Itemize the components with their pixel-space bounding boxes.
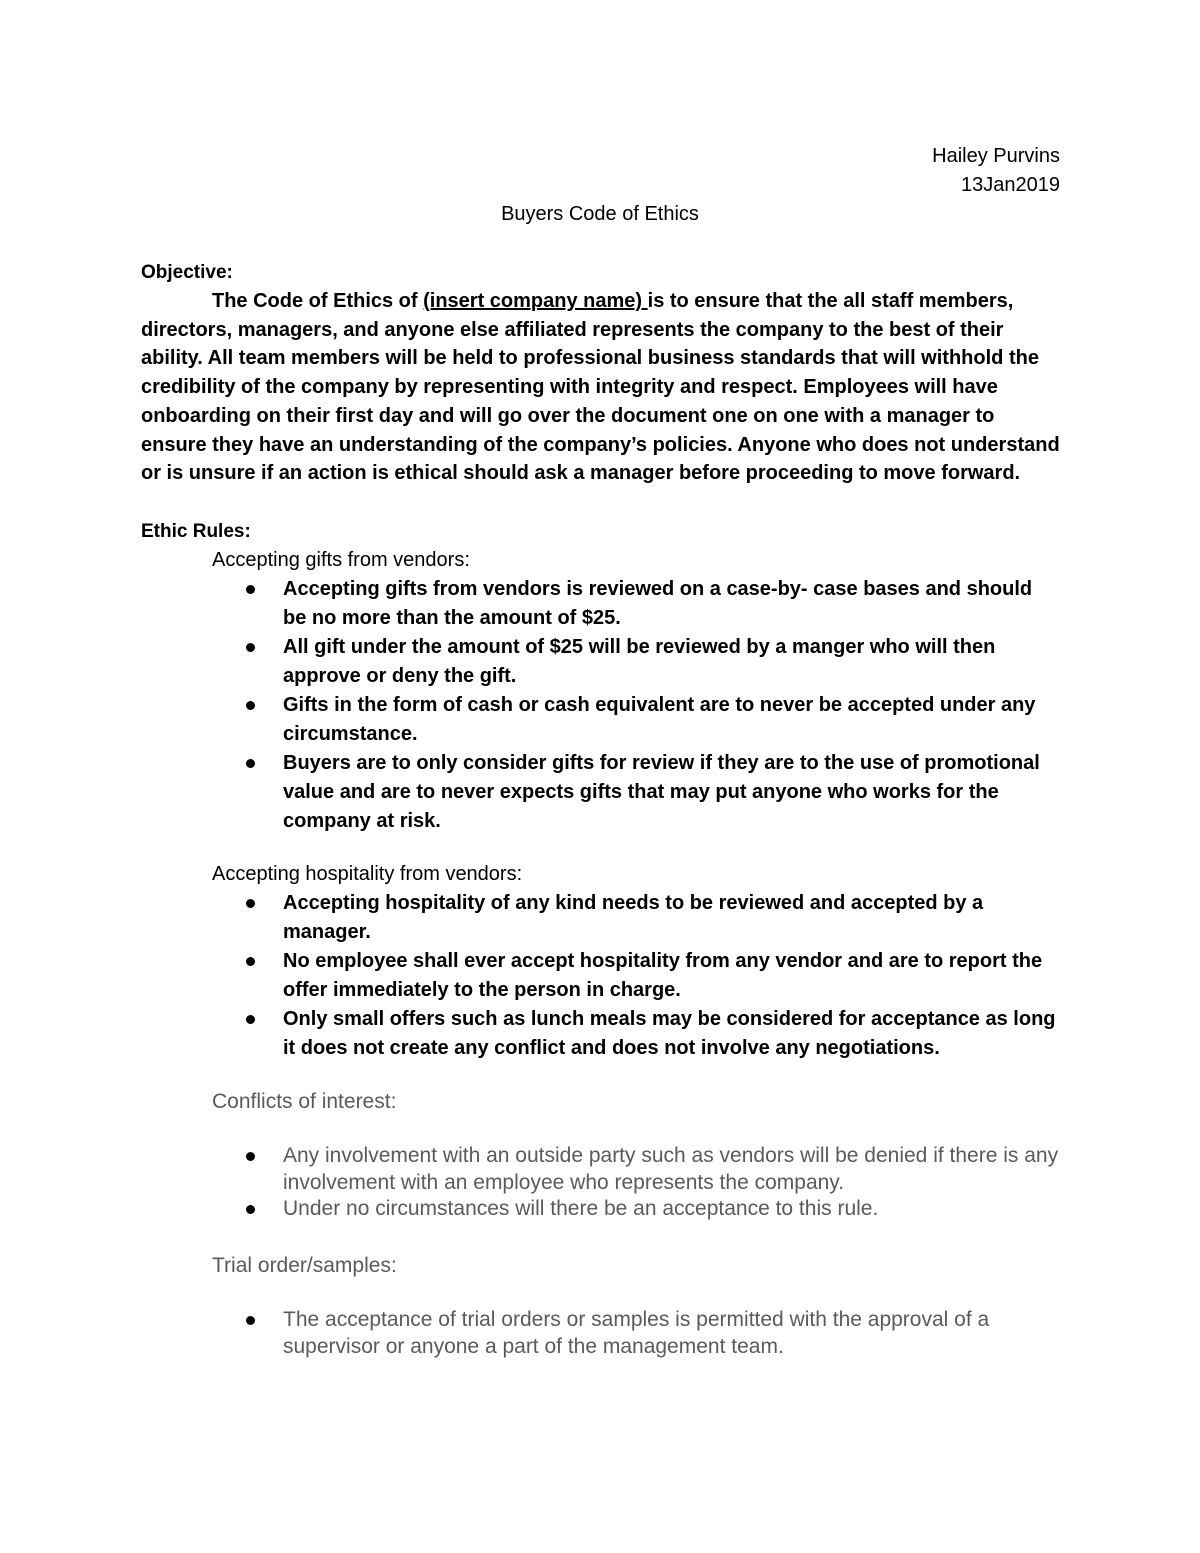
bullet-icon <box>246 585 255 594</box>
hospitality-rule-3: Only small offers such as lunch meals may be considered for acceptance as long it does not create any conflict and does not involve any negotiations. <box>283 1008 1056 1059</box>
bullet-icon <box>246 957 255 966</box>
bullet-icon <box>246 1152 255 1161</box>
author-name: Hailey Purvins <box>932 145 1060 167</box>
bullet-icon <box>246 1205 255 1214</box>
gift-rule-2: All gift under the amount of $25 will be reviewed by a manger who will then approve or deny the gift. <box>283 636 996 687</box>
conflicts-section <box>141 1087 1061 1223</box>
trial-list <box>141 1307 1061 1360</box>
objective-text-after: is to ensure that the all staff members, directors, managers, and anyone else affiliated represents the company to the best of their ability. All team members will be held to professional business standards that will withhold the credibility of the company by representing with integrity and respect. Employees will have onboarding on their first day and will go over the document one on one with a manager to ensure they have an understanding of the company’s policies. Anyone who does not understand or is unsure if an action is ethical should ask a manager before proceeding to move forward. <box>141 290 1060 485</box>
bullet-icon <box>246 1015 255 1024</box>
gift-rule-4: Buyers are to only consider gifts for review if they are to the use of promotional value and are to never expects gifts that may put anyone who works for the company at risk. <box>283 752 1040 832</box>
hospitality-list <box>141 889 1061 1063</box>
hospitality-section <box>141 860 1061 1063</box>
list-item <box>141 1196 1061 1223</box>
bullet-icon <box>246 1316 255 1325</box>
trial-heading: Trial order/samples: <box>212 1254 397 1277</box>
trial-rule-1: The acceptance of trial orders or samples is permitted with the approval of a supervisor or anyone a part of the management team. <box>283 1308 990 1358</box>
bullet-icon <box>246 899 255 908</box>
conflict-rule-2: Under no circumstances will there be an acceptance to this rule. <box>283 1197 879 1220</box>
gifts-list <box>141 575 1061 836</box>
bullet-icon <box>246 643 255 652</box>
list-item <box>141 575 1061 633</box>
list-item <box>141 691 1061 749</box>
list-item <box>141 889 1061 947</box>
conflicts-list <box>141 1143 1061 1223</box>
document-date: 13Jan2019 <box>961 174 1060 196</box>
list-item <box>141 1005 1061 1063</box>
objective-paragraph <box>141 287 1061 488</box>
document-title: Buyers Code of Ethics <box>501 203 699 225</box>
company-name-placeholder: (insert company name) <box>423 290 648 312</box>
bullet-icon <box>246 701 255 710</box>
ethic-rules-section <box>141 517 1061 836</box>
gift-rule-1: Accepting gifts from vendors is reviewed on a case-by- case bases and should be no more than the amount of $25. <box>283 578 1033 629</box>
list-item <box>141 947 1061 1005</box>
objective-text-before: The Code of Ethics of <box>212 290 424 312</box>
conflict-rule-1: Any involvement with an outside party such as vendors will be denied if there is any involvement with an employee who represents the company. <box>283 1144 1059 1194</box>
list-item <box>141 1307 1061 1360</box>
hospitality-rule-1: Accepting hospitality of any kind needs to be reviewed and accepted by a manager. <box>283 892 984 943</box>
list-item <box>141 633 1061 691</box>
gift-rule-3: Gifts in the form of cash or cash equivalent are to never be accepted under any circumstance. <box>283 694 1036 745</box>
trial-section <box>141 1251 1061 1360</box>
list-item <box>141 749 1061 836</box>
objective-section <box>141 258 1061 488</box>
objective-heading: Objective: <box>141 262 233 283</box>
gifts-heading: Accepting gifts from vendors: <box>212 549 470 571</box>
bullet-icon <box>246 759 255 768</box>
list-item <box>141 1143 1061 1196</box>
ethic-rules-heading: Ethic Rules: <box>141 521 251 542</box>
hospitality-heading: Accepting hospitality from vendors: <box>212 863 523 885</box>
conflicts-heading: Conflicts of interest: <box>212 1090 397 1113</box>
hospitality-rule-2: No employee shall ever accept hospitality from any vendor and are to report the offer immediately to the person in charge. <box>283 950 1043 1001</box>
